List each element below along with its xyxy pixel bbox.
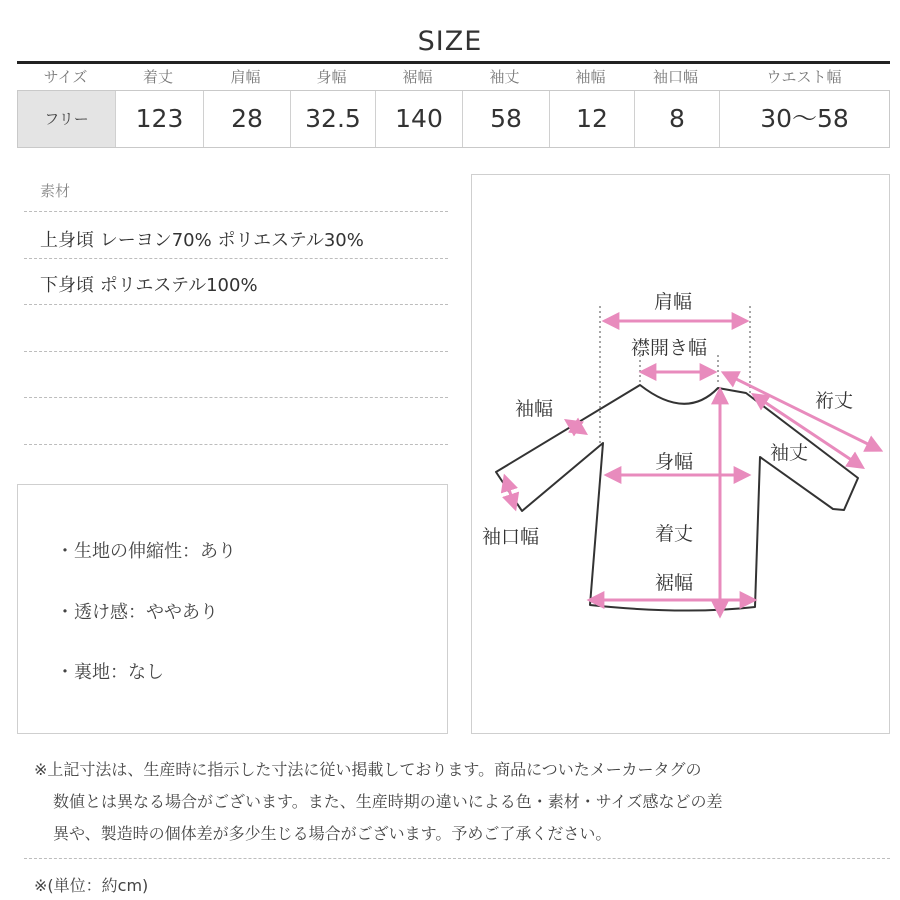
cell-waist: 30～58 [719,91,889,147]
note-line: ※上記寸法は、生産時に指示した寸法に従い掲載しております。商品についたメーカータグの [34,760,702,779]
material-line: 上身頃 レーヨン70% ポリエステル30% [40,230,364,251]
divider [24,211,448,212]
title-rule [17,61,890,64]
label-cuff: 袖口幅 [482,526,540,548]
header-shoulder: 肩幅 [230,68,261,86]
page-title: SIZE [417,26,483,57]
divider [24,304,448,305]
label-yuki: 裄丈 [815,390,854,412]
header-sleeve-length: 袖丈 [489,68,520,86]
feature-stretch: ・生地の伸縮性：あり [56,541,236,562]
cell-sleeve-length: 58 [462,91,549,147]
unit-note: ※(単位：約cm) [34,876,149,895]
header-cuff: 袖口幅 [652,68,698,86]
size-table-row [17,90,890,148]
label-body-width: 身幅 [655,451,694,473]
label-length: 着丈 [655,523,694,545]
divider [24,444,448,445]
divider [24,258,448,259]
cell-shoulder: 28 [203,91,290,147]
divider [24,858,890,859]
size-table-header [17,66,890,88]
header-size: サイズ [43,68,88,86]
cell-length: 123 [115,91,203,147]
measurement-diagram [471,174,890,734]
header-length: 着丈 [142,68,173,86]
note-line: 数値とは異なる場合がございます。また、生産時期の違いによる色・素材・サイズ感などの差 [53,792,723,811]
cell-hem: 140 [375,91,462,147]
label-sleeve-length: 袖丈 [770,442,809,464]
cell-cuff: 8 [634,91,719,147]
feature-lining: ・裏地：なし [56,662,164,683]
cell-body-width: 32.5 [290,91,375,147]
header-body-width: 身幅 [316,68,347,86]
material-label: 素材 [40,182,71,200]
note-line: 異や、製造時の個体差が多少生じる場合がございます。予めご了承ください。 [53,824,612,843]
divider [24,397,448,398]
label-neck: 襟開き幅 [631,337,708,359]
label-sleeve-width: 袖幅 [515,398,554,420]
header-sleeve-width: 袖幅 [575,68,606,86]
divider [24,351,448,352]
cell-sleeve-width: 12 [549,91,634,147]
cell-size: フリー [18,91,115,147]
label-hem: 裾幅 [655,572,694,594]
features-box [17,484,448,734]
header-hem: 裾幅 [402,68,433,86]
label-shoulder: 肩幅 [654,291,693,313]
feature-sheer: ・透け感：ややあり [56,602,218,623]
header-waist: ウエスト幅 [766,68,842,86]
material-line: 下身頃 ポリエステル100% [40,275,258,296]
